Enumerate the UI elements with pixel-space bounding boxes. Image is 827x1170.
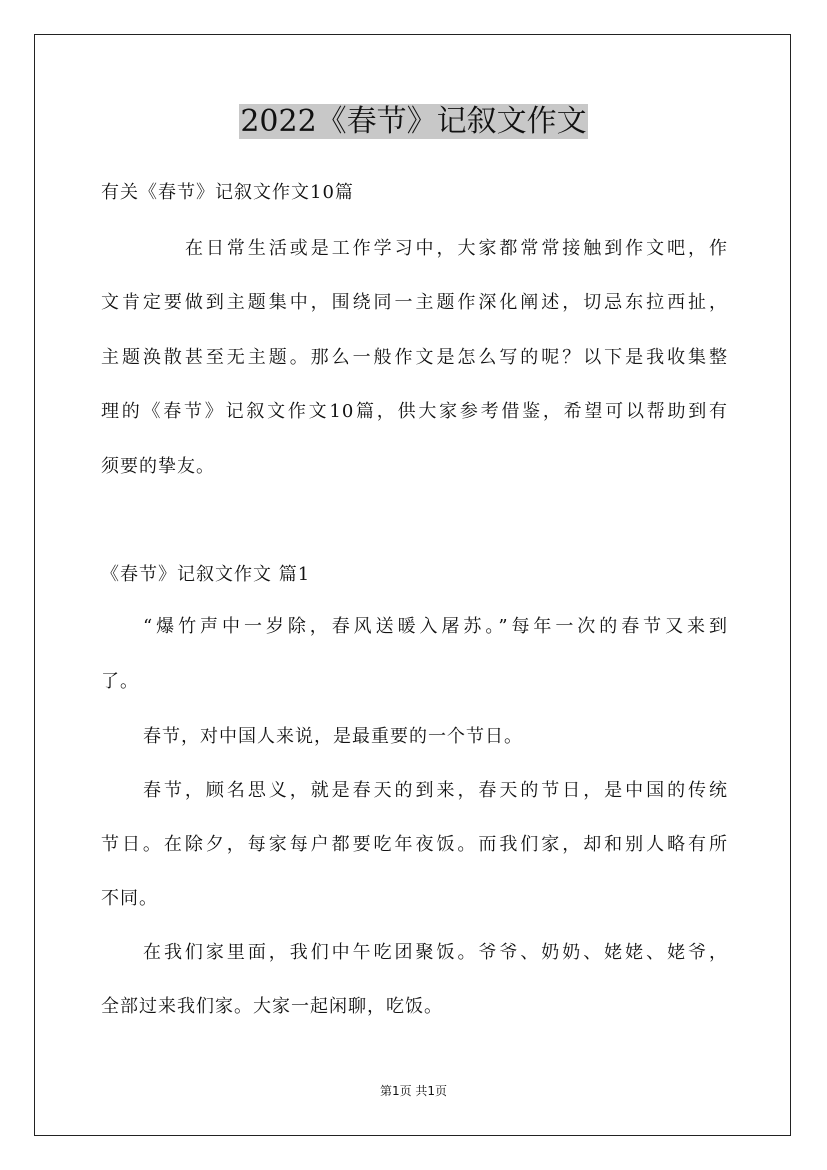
body-line: “爆竹声中一岁除，春风送暖入屠苏。”每年一次的春节又来到 (143, 616, 728, 637)
intro-line: 理的《春节》记叙文作文10篇，供大家参考借鉴，希望可以帮助到有 (101, 401, 728, 422)
section-heading: 《春节》记叙文作文 篇1 (101, 564, 311, 585)
body-line: 在我们家里面，我们中午吃团聚饭。爷爷、奶奶、姥姥、姥爷， (143, 942, 728, 963)
body-line: 节日。在除夕，每家每户都要吃年夜饭。而我们家，却和别人略有所 (101, 834, 728, 855)
body-line: 春节，顾名思义，就是春天的到来，春天的节日，是中国的传统 (143, 780, 728, 801)
intro-line: 须要的挚友。 (101, 456, 215, 477)
body-line: 春节，对中国人来说，是最重要的一个节日。 (143, 726, 523, 747)
body-line: 了。 (101, 671, 139, 692)
document-title: 2022《春节》记叙文作文 (240, 104, 587, 139)
document-subtitle: 有关《春节》记叙文作文10篇 (101, 182, 354, 203)
body-line: 全部过来我们家。大家一起闲聊，吃饭。 (101, 996, 443, 1017)
body-line: 不同。 (101, 888, 158, 909)
intro-line: 主题涣散甚至无主题。那么一般作文是怎么写的呢？以下是我收集整 (101, 347, 728, 368)
intro-line: 文肯定要做到主题集中，围绕同一主题作深化阐述，切忌东拉西扯， (101, 292, 728, 313)
intro-line: 在日常生活或是工作学习中，大家都常常接触到作文吧，作 (185, 238, 728, 259)
page-footer: 第1页 共1页 (379, 1084, 448, 1098)
